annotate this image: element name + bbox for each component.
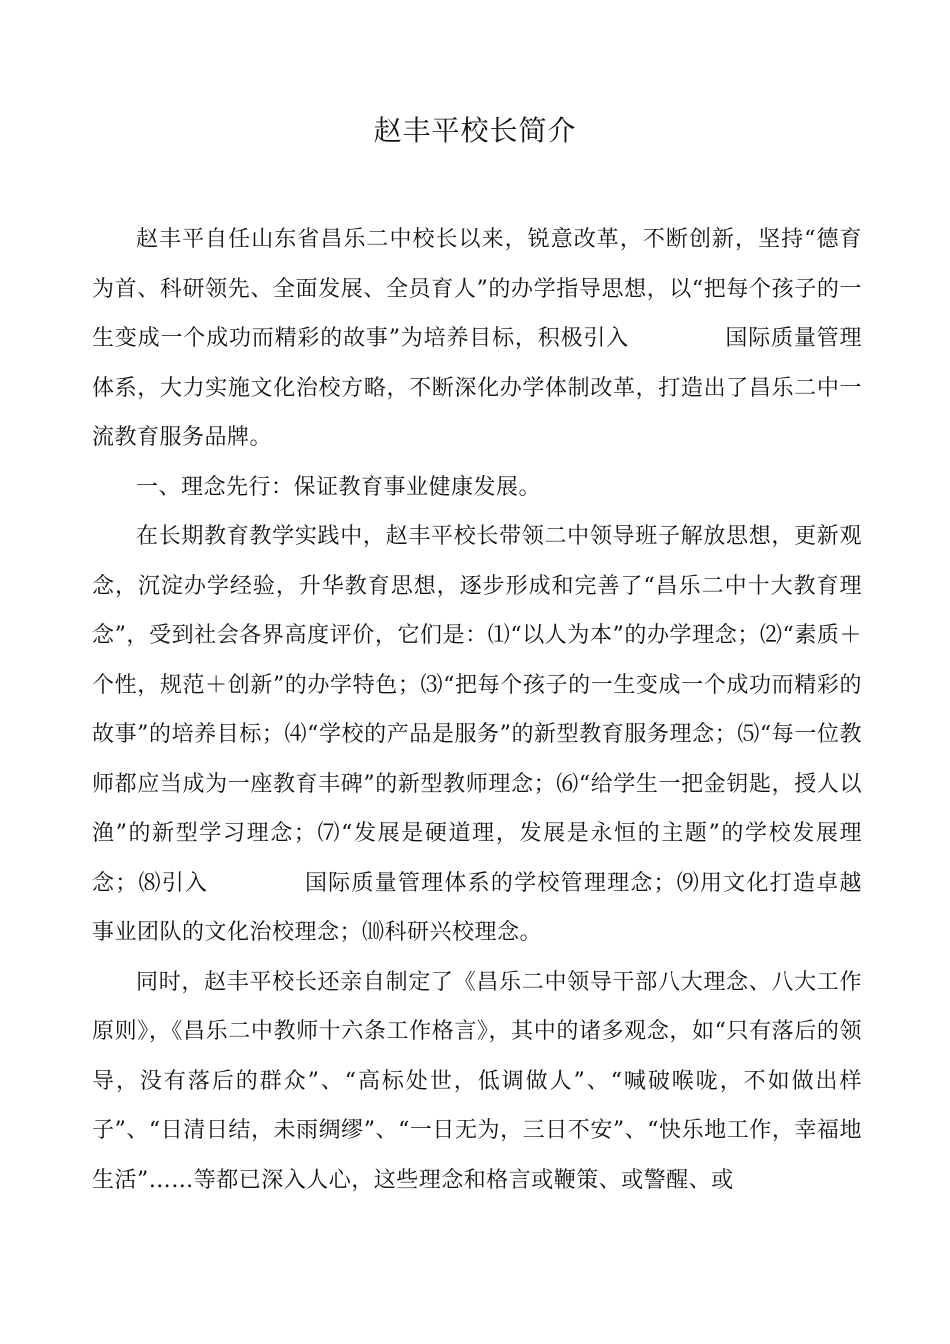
paragraph-intro-text-part-2: 国际质量管理体系，大力实施文化治校方略，不断深化办学体制改革，打造出了昌乐二中一流教育服务品牌。 [92,326,862,450]
paragraph-intro-text-part-1: 赵丰平自任山东省昌乐二中校长以来，锐意改革，不断创新，坚持“德育为首、科研领先、全面发展、全员育人”的办学指导思想，以“把每个孩子的一生变成一个成功而精彩的故事”为培养目标，积极引入 [92,227,862,351]
paragraph-concepts-text-part-2: 国际质量管理体系的学校管理理念；⑼用文化打造卓越事业团队的文化治校理念；⑽科研兴校理念。 [92,870,862,945]
document-body [92,215,862,1205]
document-title: 赵丰平校长简介 [373,114,577,147]
section-heading: 一、理念先行：保证教育事业健康发展。 [136,474,542,500]
paragraph-principles: 同时，赵丰平校长还亲自制定了《昌乐二中领导干部八大理念、八大工作原则》，《昌乐二中教师十六条工作格言》，其中的诸多观念，如“只有落后的领导，没有落后的群众”、“高标处世，低调做人”、“喊破喉咙，不如做出样子”、“日清日结，未雨绸缪”、“一日无为，三日不安”、“快乐地工作，幸福地生活”……等都已深入人心，这些理念和格言或鞭策、或警醒、或 [92,969,862,1193]
paragraph-concepts-text-part-1: 在长期教育教学实践中，赵丰平校长带领二中领导班子解放思想，更新观念，沉淀办学经验，升华教育思想，逐步形成和完善了“昌乐二中十大教育理念”，受到社会各界高度评价，它们是：⑴“以人为本”的办学理念；⑵“素质＋个性，规范＋创新”的办学特色；⑶“把每个孩子的一生变成一个成功而精彩的故事”的培养目标；⑷“学校的产品是服务”的新型教育服务理念；⑸“每一位教师都应当成为一座教育丰碑”的新型教师理念；⑹“给学生一把金钥匙，授人以渔”的新型学习理念；⑺“发展是硬道理，发展是永恒的主题”的学校发展理念；⑻引入 [92,524,862,896]
paragraph-intro [92,215,862,463]
paragraph-concepts [92,512,862,958]
